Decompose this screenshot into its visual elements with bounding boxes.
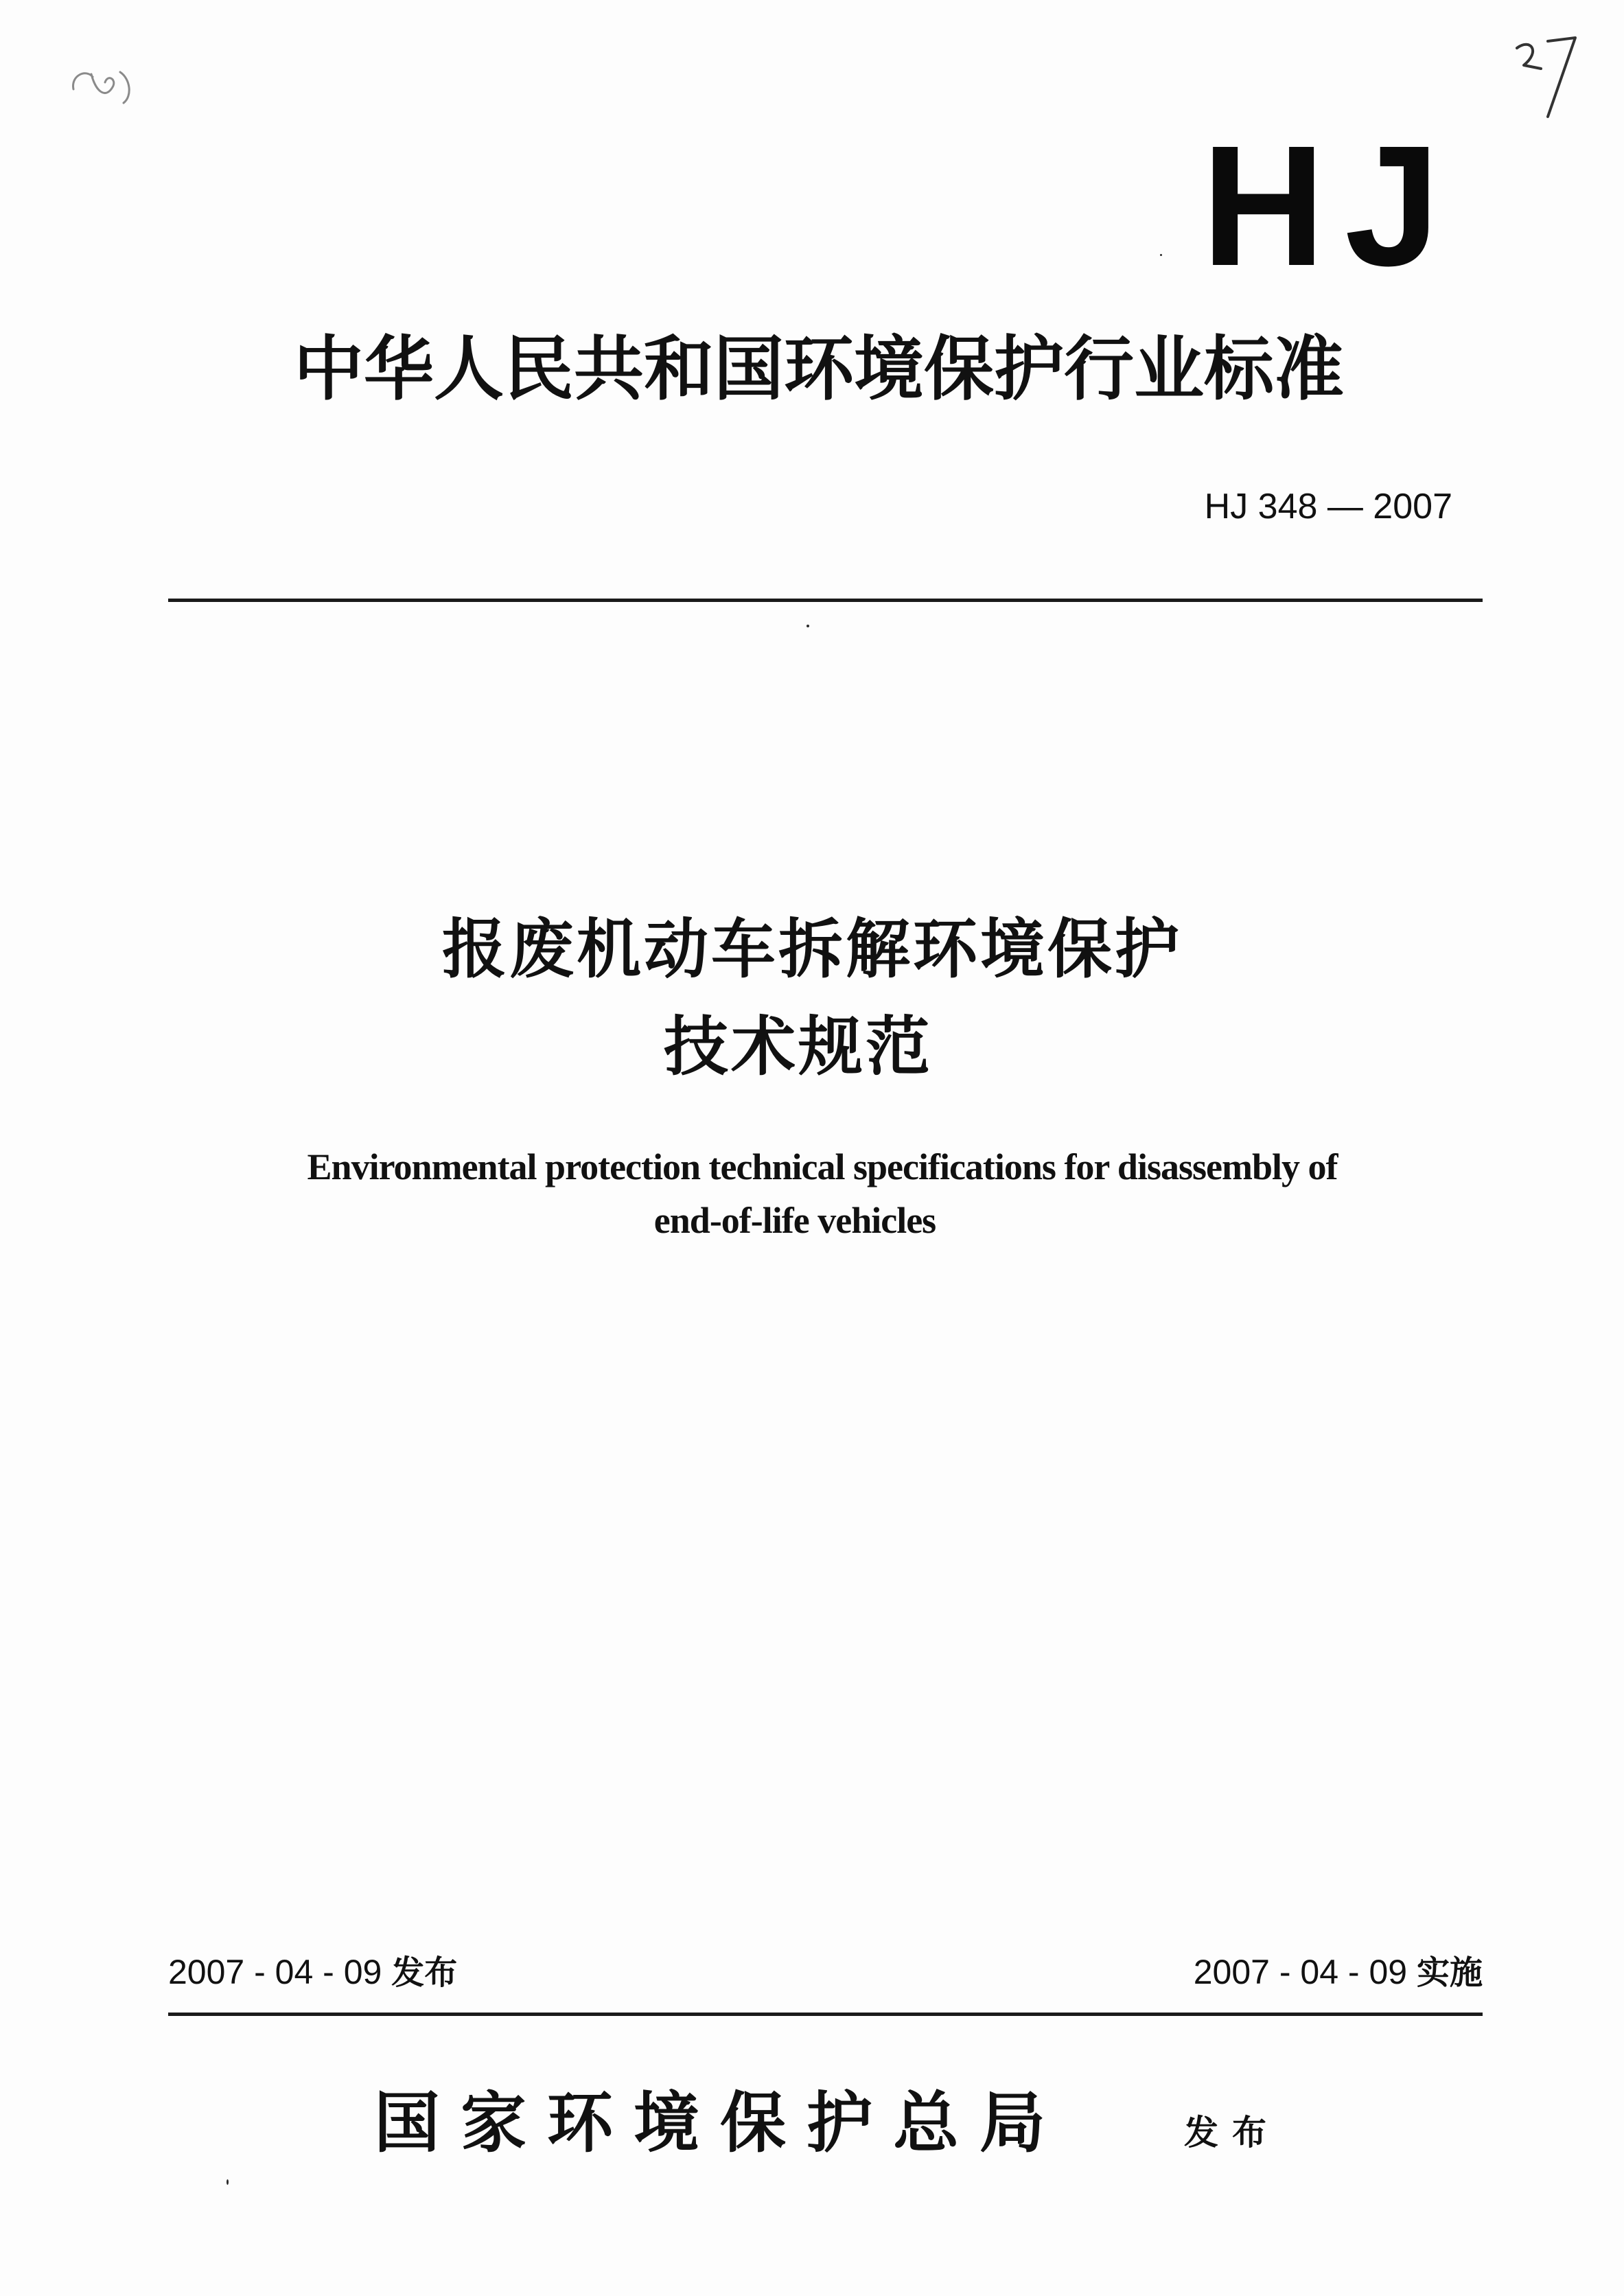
implementation-date-value: 2007 - 04 - 09 (1193, 1953, 1408, 1991)
scan-speck (1160, 254, 1162, 256)
handwritten-scribble-mark (65, 62, 141, 110)
standard-code: HJ 348 — 2007 (1204, 487, 1452, 526)
publisher-label: 发布 (1184, 2113, 1280, 2153)
document-title-en-line2: end-of-life vehicles (653, 1200, 936, 1241)
scan-speck (807, 625, 809, 627)
footer-divider (168, 2013, 1483, 2016)
issue-date-value: 2007 - 04 - 09 (168, 1953, 382, 1991)
issue-date-label: 发布 (391, 1953, 458, 1992)
document-title-zh-line2: 技术规范 (663, 1010, 933, 1085)
industry-standard-title: 中华人民共和国环境保护行业标准 (294, 329, 1344, 410)
issue-date (168, 1953, 458, 1992)
header-divider (168, 599, 1483, 602)
handwritten-page-mark (1510, 34, 1586, 124)
publisher-name: 国家环境保护总局 (374, 2084, 1066, 2161)
document-title-en-line1: Environmental protection technical specifications for disassembly of (307, 1146, 1338, 1187)
implementation-date (1193, 1953, 1483, 1992)
document-title-zh-line1: 报废机动车拆解环境保护 (441, 912, 1182, 987)
scan-speck (227, 2179, 229, 2185)
implementation-date-label: 实施 (1416, 1953, 1483, 1992)
hj-standard-logo: HJ (1201, 110, 1459, 301)
